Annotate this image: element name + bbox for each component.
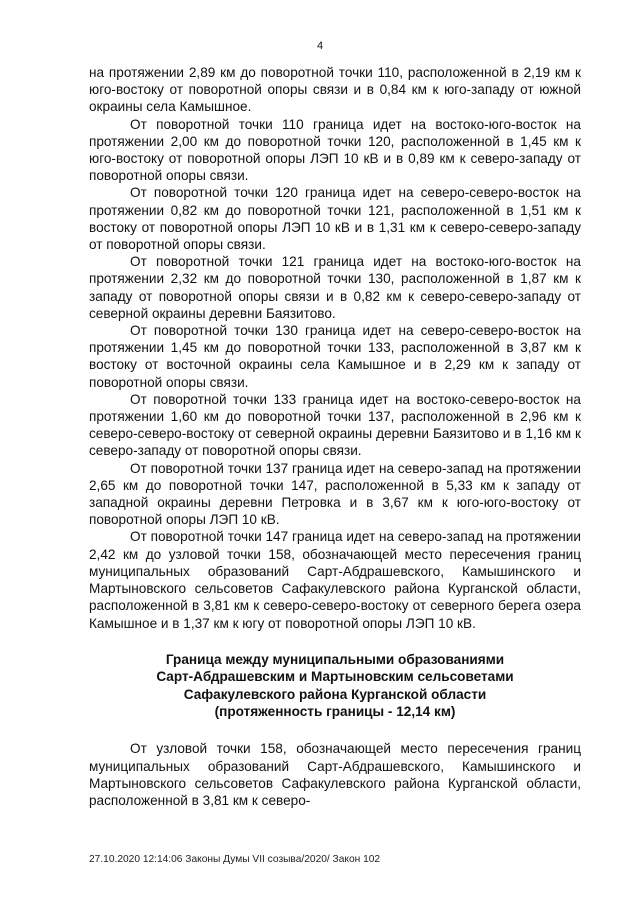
heading-line: Граница между муниципальными образованиями xyxy=(165,651,505,667)
paragraph-point-137: От поворотной точки 137 граница идет на северо-запад на протяжении 2,65 км до поворотной точки 147, расположенной в 5,33 км к западу от западной окраины деревни Петровка и в 3,67 км к юго-юго-востоку от поворотной опоры ЛЭП 10 кВ. xyxy=(89,460,581,528)
paragraph-point-158: От узловой точки 158, обозначающей место пересечения границ муниципальных образований Сарт-Абдрашевского, Камышинского и Мартыновского сельсоветов Сафакулевского района Курганской области, расположенной в 3,81 км к северо- xyxy=(89,741,581,808)
paragraph-continuation: на протяжении 2,89 км до поворотной точки 110, расположенной в 2,19 км к юго-востоку от поворотной опоры связи и в 0,84 км к юго-западу от южной окраины села Камышное. xyxy=(89,65,581,115)
paragraph-point-130: От поворотной точки 130 граница идет на северо-северо-восток на протяжении 1,45 км до поворотной точки 133, расположенной в 3,87 км к востоку от восточной окраины села Камышное и в 2,29 км к западу от поворотной опоры связи. xyxy=(89,323,581,390)
document-body xyxy=(89,64,581,809)
heading-line: Сарт-Абдрашевским и Мартыновским сельсоветами xyxy=(156,669,514,685)
paragraph-point-120: От поворотной точки 120 граница идет на северо-северо-восток на протяжении 0,82 км до поворотной точки 121, расположенной в 1,51 км к востоку от поворотной опоры ЛЭП 10 кВ и в 1,31 км к северо-северо-западу от поворотной опоры связи. xyxy=(89,185,581,253)
paragraph-point-147: От поворотной точки 147 граница идет на северо-запад на протяжении 2,42 км до узловой точки 158, обозначающей место пересечения границ муниципальных образований Сарт-Абдрашевского, Камышинского и Мартыновского сельсоветов Сафакулевского района Курганской области, расположенной в 3,81 км к северо-северо-востоку от северного берега озера Камышное и в 1,37 км к югу от поворотной опоры ЛЭП 10 кВ. xyxy=(89,529,581,631)
paragraph-point-121: От поворотной точки 121 граница идет на востоко-юго-восток на протяжении 2,32 км до поворотной точки 130, расположенной в 1,87 км к западу от поворотной опоры связи и в 0,82 км к северо-северо-западу от северной окраины деревни Баязитово. xyxy=(89,254,581,321)
page-number: 4 xyxy=(316,40,324,52)
paragraph-point-133: От поворотной точки 133 граница идет на востоко-северо-восток на протяжении 1,60 км до поворотной точки 137, расположенной в 2,96 км к северо-северо-востоку от северной окраины деревни Баязитово и в 1,16 км к северо-западу от поворотной опоры связи. xyxy=(89,391,581,459)
heading-line: (протяженность границы - 12,14 км) xyxy=(214,703,456,719)
section-heading xyxy=(89,651,581,721)
paragraph-point-110: От поворотной точки 110 граница идет на востоко-юго-восток на протяжении 2,00 км до поворотной точки 120, расположенной в 1,45 км к юго-востоку от поворотной опоры ЛЭП 10 кВ и в 0,89 км к северо-западу от поворотной опоры связи. xyxy=(89,116,581,184)
heading-line: Сафакулевского района Курганской области xyxy=(183,686,487,702)
document-footer: 27.10.2020 12:14:06 Законы Думы VII созыва/2020/ Закон 102 xyxy=(89,854,381,865)
